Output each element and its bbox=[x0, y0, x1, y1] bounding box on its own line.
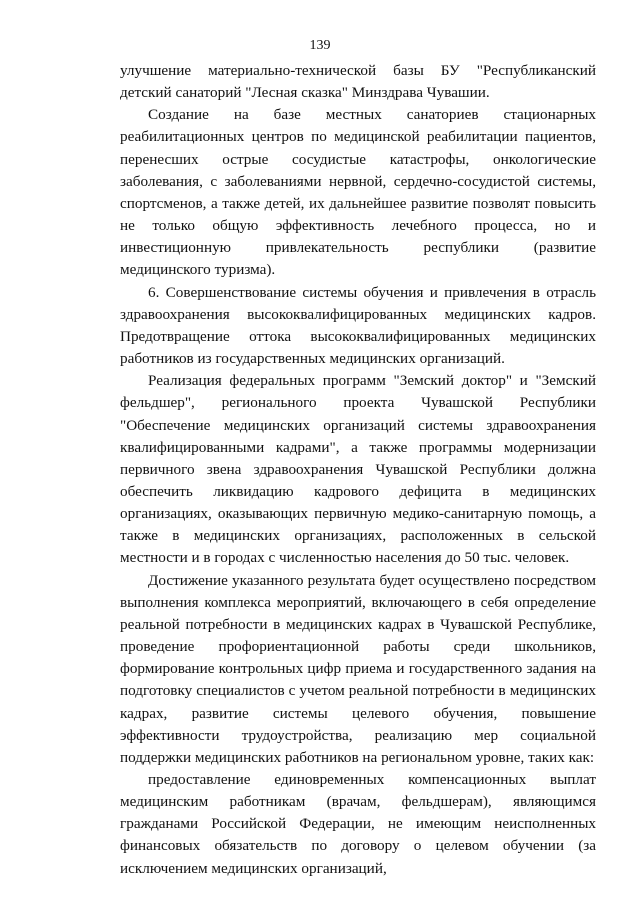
document-body bbox=[120, 60, 596, 880]
paragraph-4: Реализация федеральных программ "Земский доктор" и "Земский фельдшер", регионального проекта Чувашской Республики "Обеспечение медицинских организаций системы здравоохранения квалифицированными кадрами", а также программы модернизации первичного звена здравоохранения Чувашской Республики должна обеспечить ликвидацию кадрового дефицита в медицинских организациях, оказывающих первичную медико-санитарную помощь, а также в медицинских организациях, расположенных в сельской местности и в городах с численностью населения до 50 тыс. человек. bbox=[120, 372, 596, 567]
paragraph-3: 6. Совершенствование системы обучения и привлечения в отрасль здравоохранения высококвалифицированных медицинских кадров. Предотвращение оттока высококвалифицированных медицинских работников из государственных медицинских организаций. bbox=[120, 283, 596, 368]
paragraph-6: предоставление единовременных компенсационных выплат медицинским работникам (врачам, фельдшерам), являющимся гражданами Российской Федерации, не имеющим неисполненных финансовых обязательств по договору о целевом обучении (за исключением медицинских организаций, bbox=[120, 771, 596, 877]
paragraph-5: Достижение указанного результата будет осуществлено посредством выполнения комплекса мероприятий, включающего в себя определение реальной потребности в медицинских кадрах в Чувашской Республике, проведение профориентационной работы среди школьников, формирование контрольных цифр приема и государственного задания на подготовку специалистов с учетом реальной потребности в медицинских кадрах, развитие системы целевого обучения, повышение эффективности трудоустройства, реализацию мер социальной поддержки медицинских работников на региональном уровне, таких как: bbox=[120, 571, 596, 766]
page-number: 139 bbox=[309, 38, 331, 53]
paragraph-2: Создание на базе местных санаториев стационарных реабилитационных центров по медицинской реабилитации пациентов, перенесших острые сосудистые катастрофы, онкологические заболевания, с заболеваниями нервной, сердечно-сосудистой системы, спортсменов, а также детей, их дальнейшее развитие позволят повысить не только общую эффективность лечебного процесса, но и инвестиционную привлекательность республики (развитие медицинского туризма). bbox=[120, 106, 596, 279]
paragraph-1: улучшение материально-технической базы БУ "Республиканский детский санаторий "Лесная сказка" Минздрава Чувашии. bbox=[120, 62, 596, 102]
